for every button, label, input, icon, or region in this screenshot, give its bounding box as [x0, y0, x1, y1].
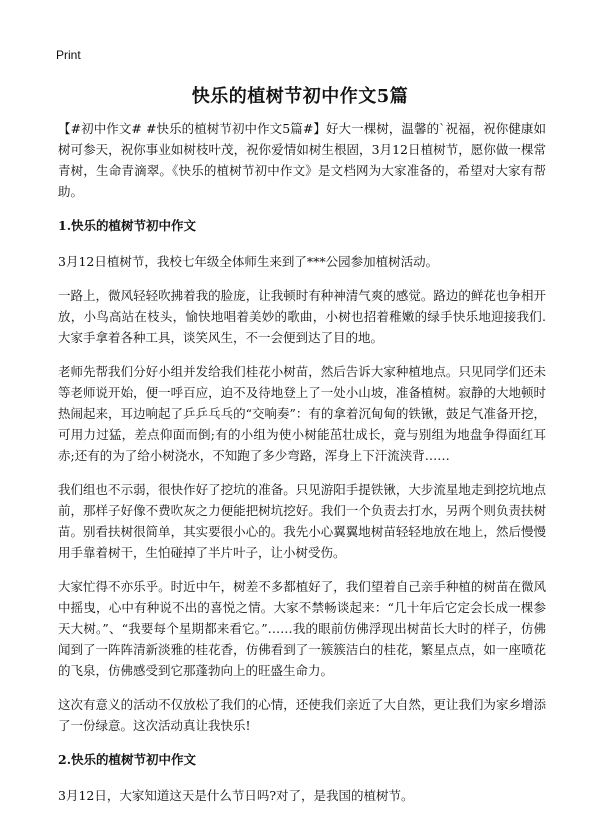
article-paragraph: 老师先帮我们分好小组并发给我们桂花小树苗，然后告诉大家种植地点。只见同学们还未等老师说开始，便一呼百应，迫不及待地登上了一处小山坡，准备植树。寂静的大地顿时热闹起来，耳边响起了乒乒乓乓的“交响奏”：有的拿着沉甸甸的铁锹，鼓足气准备开挖，可用力过猛，差点仰面而倒;有的小组为使小树能茁壮成长，竟与别组为地盘争得面红耳赤;还有的为了给小树浇水，不知跑了多少弯路，浑身上下汗流浃背…… — [58, 364, 546, 463]
intro-paragraph: 【#初中作文# #快乐的植树节初中作文5篇#】好大一棵树，温馨的`祝福，祝你健康如树可参天，祝你事业如树枝叶茂，祝你爱情如树生根固，3月12日植树节，愿你做一棵常青树，生命青滴翠。《快乐的植树节初中作文》是文档网为大家准备的，希望对大家有帮助。 — [58, 121, 546, 199]
section-heading: 2.快乐的植树节初中作文 — [58, 752, 197, 767]
print-link[interactable]: Print — [56, 48, 81, 62]
page-title: 快乐的植树节初中作文5篇 — [191, 86, 409, 107]
article-paragraph: 我们组也不示弱，很快作好了挖坑的准备。只见游阳手提铁锹，大步流星地走到挖坑地点前，那样子好像不费吹灰之力便能把树坑挖好。我们一个负责去打水，另两个则负责扶树苗。别看扶树很简单，其实要很小心的。我先小心翼翼地树苗轻轻地放在地上，然后慢慢用手靠着树干，生怕碰掉了半片叶子，让小树受伤。 — [58, 482, 546, 560]
article-paragraph: 这次有意义的活动不仅放松了我们的心情，还使我们亲近了大自然，更让我们为家乡增添了一份绿意。这次活动真让我快乐! — [58, 697, 546, 733]
article-paragraph: 大家忙得不亦乐乎。时近中午，树差不多都植好了，我们望着自己亲手种植的树苗在微风中摇曳，心中有种说不出的喜悦之情。大家不禁畅谈起来：“几十年后它定会长成一棵参天大树。”、“我要每个星期都来看它。”……我的眼前仿佛浮现出树苗长大时的样子，仿佛闻到了一阵阵清新淡雅的桂花香，仿佛看到了一簇簇洁白的桂花，繁星点点，如一座喷花的飞泉，仿佛感受到它那蓬勃向上的旺盛生命力。 — [58, 579, 546, 678]
article-paragraph: 3月12日，大家知道这天是什么节日吗?对了，是我国的植树节。 — [58, 788, 414, 803]
article-body — [58, 118, 546, 819]
article-paragraph: 3月12日植树节，我校七年级全体师生来到了***公园参加植树活动。 — [58, 254, 439, 269]
article-paragraph: 一路上，微风轻轻吹拂着我的脸庞，让我顿时有种神清气爽的感觉。路边的鲜花也争相开放，小鸟高站在枝头，愉快地唱着美妙的歌曲，小树也招着稚嫩的绿手快乐地迎接我们.大家手拿着各种工具，谈笑风生，不一会便到达了目的地。 — [58, 288, 546, 345]
section-heading: 1.快乐的植树节初中作文 — [58, 218, 197, 233]
